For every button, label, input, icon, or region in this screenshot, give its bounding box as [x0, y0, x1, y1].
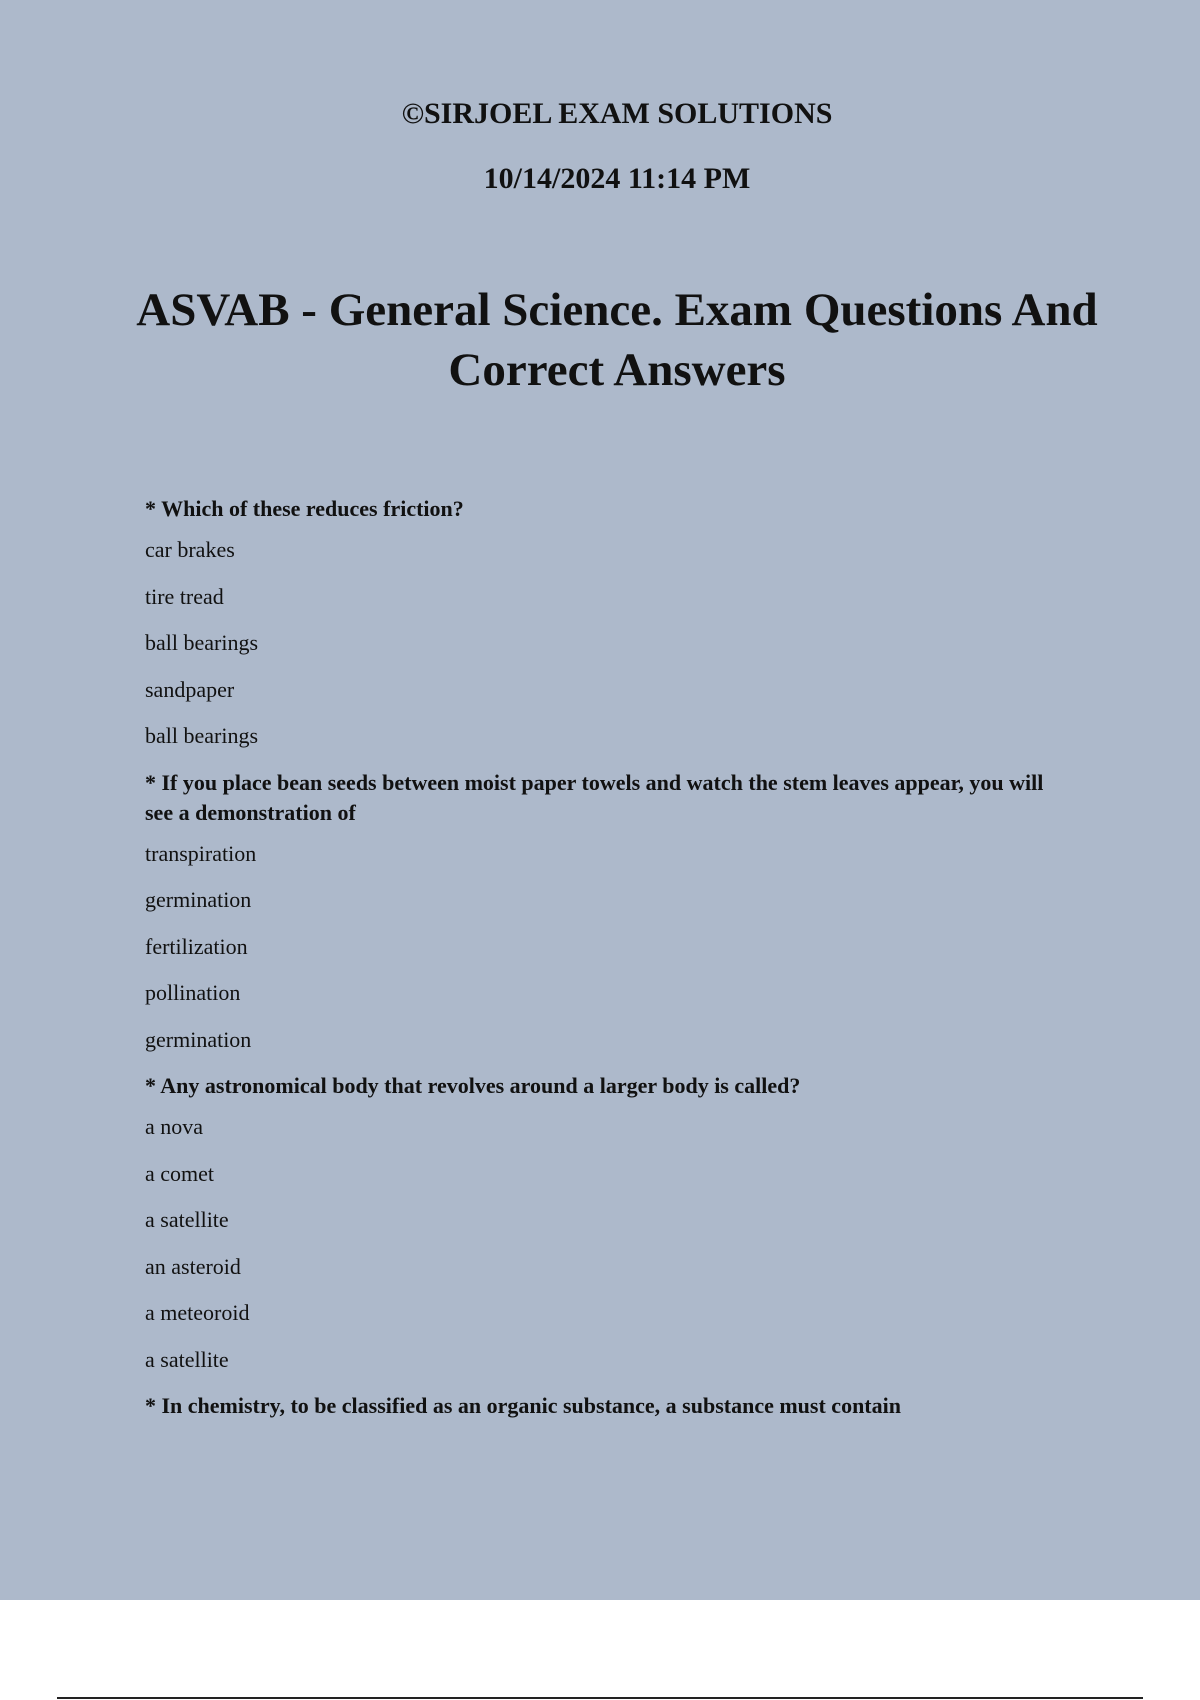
answer-option: a nova: [145, 1114, 204, 1139]
answer-option: a satellite: [145, 1207, 229, 1232]
correct-answer: a satellite: [145, 1346, 229, 1372]
footer-divider: [57, 1697, 1143, 1699]
answer-option: car brakes: [145, 537, 235, 562]
answer-option: ball bearings: [145, 630, 259, 655]
answer-option: a meteoroid: [145, 1300, 250, 1325]
brand-header: ©SIRJOEL EXAM SOLUTIONS: [401, 97, 833, 130]
answer-option: pollination: [145, 980, 241, 1005]
question-block: [145, 494, 1065, 751]
document-title: ASVAB - General Science. Exam Questions And Correct Answers: [136, 284, 1098, 396]
question-list: [145, 494, 1065, 1432]
question-text: * In chemistry, to be classified as an organic substance, a substance must contain: [145, 1393, 901, 1418]
answer-option: transpiration: [145, 840, 257, 866]
answer-option: tire tread: [145, 583, 224, 609]
question-text: * If you place bean seeds between moist paper towels and watch the stem leaves appear, you will see a demonstration of: [145, 769, 1044, 825]
correct-answer: germination: [145, 1026, 252, 1052]
answer-option: sandpaper: [145, 676, 235, 702]
question-text: * Which of these reduces friction?: [145, 496, 464, 521]
question-text: * Any astronomical body that revolves around a larger body is called?: [145, 1073, 801, 1098]
answer-option: an asteroid: [145, 1253, 241, 1279]
correct-answer: ball bearings: [145, 723, 259, 748]
header-datetime: 10/14/2024 11:14 PM: [483, 162, 751, 195]
answer-option: germination: [145, 887, 252, 912]
question-block: [145, 768, 1065, 1055]
answer-option: fertilization: [145, 933, 248, 959]
answer-option: a comet: [145, 1160, 215, 1186]
question-block: [145, 1071, 1065, 1375]
question-block: [145, 1391, 1065, 1421]
